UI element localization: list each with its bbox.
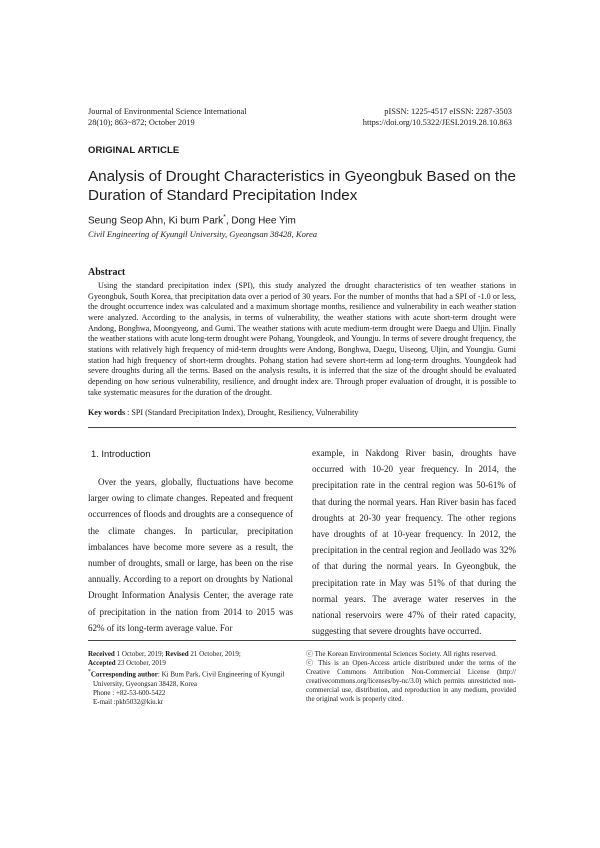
address-line: University, Gyeongsan 38428, Korea <box>93 679 197 688</box>
corresponding-line <box>88 668 300 679</box>
keywords-text: : SPI (Standard Precipitation Index), Drought, Resiliency, Vulnerability <box>125 408 359 417</box>
revised-label: Revised <box>165 650 189 658</box>
copyright-line: ⓒ The Korean Environmental Sciences Society. All rights reserved. <box>306 650 497 658</box>
authors-first: Seung Seop Ahn, Ki bum Park <box>88 215 224 227</box>
intro-left-column: Over the years, globally, fluctuations have become larger owing to climate changes. Repeated and frequent occurrences of floods and droughts are a consequence of the climate changes. In particular, precipitation imbalances have become more severe as a result, the number of droughts, small or large, has been on the rise annually. According to a report on droughts by National Drought Information Analysis Center, the average rate of precipitation in the nation from 2014 to 2015 was 62% of its long-term average value. For <box>88 477 293 633</box>
affiliation: Civil Engineering of Kyungil University, Gyeongsan 38428, Korea <box>88 229 318 239</box>
section-heading: 1. Introduction <box>91 448 151 459</box>
abstract-text: Using the standard precipitation index (SPI), this study analyzed the drought characteristics of ten weather stations in Gyeongbuk, South Korea, that precipitation data over a period of 30 years. For the number of months that had a SPI of -1.0 or less, the drought occurrence index was calculated and a maximum shortage months, resilience and vulnerability in each weather station were analyzed. According to the analysis, in terms of vulnerability, the weather stations with acute short-term drought were Andong, Bonghwa, Moongyeong, and Gumi. The weather stations with acute medium-term drought were Daegu and Uljin. Finally the weather stations with acute long-term drought were Pohang, Youngdeok, and Youngju. In terms of severe drought frequency, the stations with relatively high frequency of mid-term droughts were Andong, Bonghwa, Daegu, Uiseong, Uljin, and Youngju. Gumi station had high frequency of short-term droughts. Pohang station had severe short-term ad long-term droughts. Youngdeok had severe droughts during all the terms. Based on the analysis results, it is inferred that the size of the drought should be evaluated depending on how serious vulnerability, resilience, and drought index are. Through proper evaluation of drought, it is possible to take systematic measures for the duration of the drought. <box>88 281 516 397</box>
divider-top <box>88 427 516 428</box>
intro-right-column: example, in Nakdong River basin, droughts have occurred with 10-20 year frequency. In 2014, the precipitation rate in the central region was 50-61% of that during the normal years. Han River basin has faced droughts at 20-30 year frequency. The other regions have droughts of at 10-year frequency. In 2012, the precipitation in the central region and Jeollado was 32% of that during the normal years. In Gyeongbuk, the precipitation rate in May was 51% of that during the normal years. The average water reserves in the national reservoirs were 47% of their rated capacity, suggesting that severe droughts have occurred. <box>312 448 516 637</box>
corresponding-mark: * <box>223 214 226 221</box>
accepted-line <box>88 659 300 668</box>
dates-line <box>88 650 300 659</box>
journal-header-right <box>252 106 512 128</box>
authors-last: , Dong Hee Yim <box>225 215 296 227</box>
corresponding-text: : Ki Bum Park, Civil Engineering of Kyungil <box>157 670 285 679</box>
phone-line: Phone : +82-53-600-5422 <box>93 688 166 697</box>
accepted-date: 23 October, 2019 <box>115 659 166 668</box>
received-label: Received <box>88 650 115 658</box>
footnote-left <box>88 650 300 707</box>
divider-bottom <box>88 640 516 641</box>
author-list <box>88 212 296 227</box>
keywords-label: Key words <box>88 408 126 417</box>
doi-link[interactable]: https://doi.org/10.5322/JESI.2019.28.10.863 <box>362 118 512 127</box>
abstract-heading: Abstract <box>88 267 126 278</box>
email-line[interactable]: E-mail :pkb5032@kiu.kr <box>93 697 164 706</box>
keywords <box>88 408 516 419</box>
journal-name: Journal of Environmental Science International <box>88 107 247 116</box>
accepted-label: Accepted <box>88 659 116 668</box>
revised-date: 21 October, 2019; <box>188 650 241 658</box>
volume-info: 28(10); 863~872; October 2019 <box>88 118 195 127</box>
received-date: 1 October, 2019; <box>114 650 166 658</box>
footnote-right <box>306 650 516 705</box>
article-type: ORIGINAL ARTICLE <box>88 145 180 156</box>
issn: pISSN: 1225-4517 eISSN: 2287-3503 <box>384 107 512 116</box>
corresponding-mark-foot: * <box>88 669 91 676</box>
license-text: ⓒ This is an Open-Access article distributed under the terms of the Creative Commons Attribution Non-Commercial License (http:// creativecommons.org/licenses/by-nc/3.0) which permits unrestricted non-commercial use, distribution, and reproduction in any medium, provided the original work is properly cited. <box>306 659 516 704</box>
corresponding-label: Corresponding author <box>90 670 158 679</box>
paper-title: Analysis of Drought Characteristics in Gyeongbuk Based on the Duration of Standard Precipitation Index <box>88 168 517 204</box>
